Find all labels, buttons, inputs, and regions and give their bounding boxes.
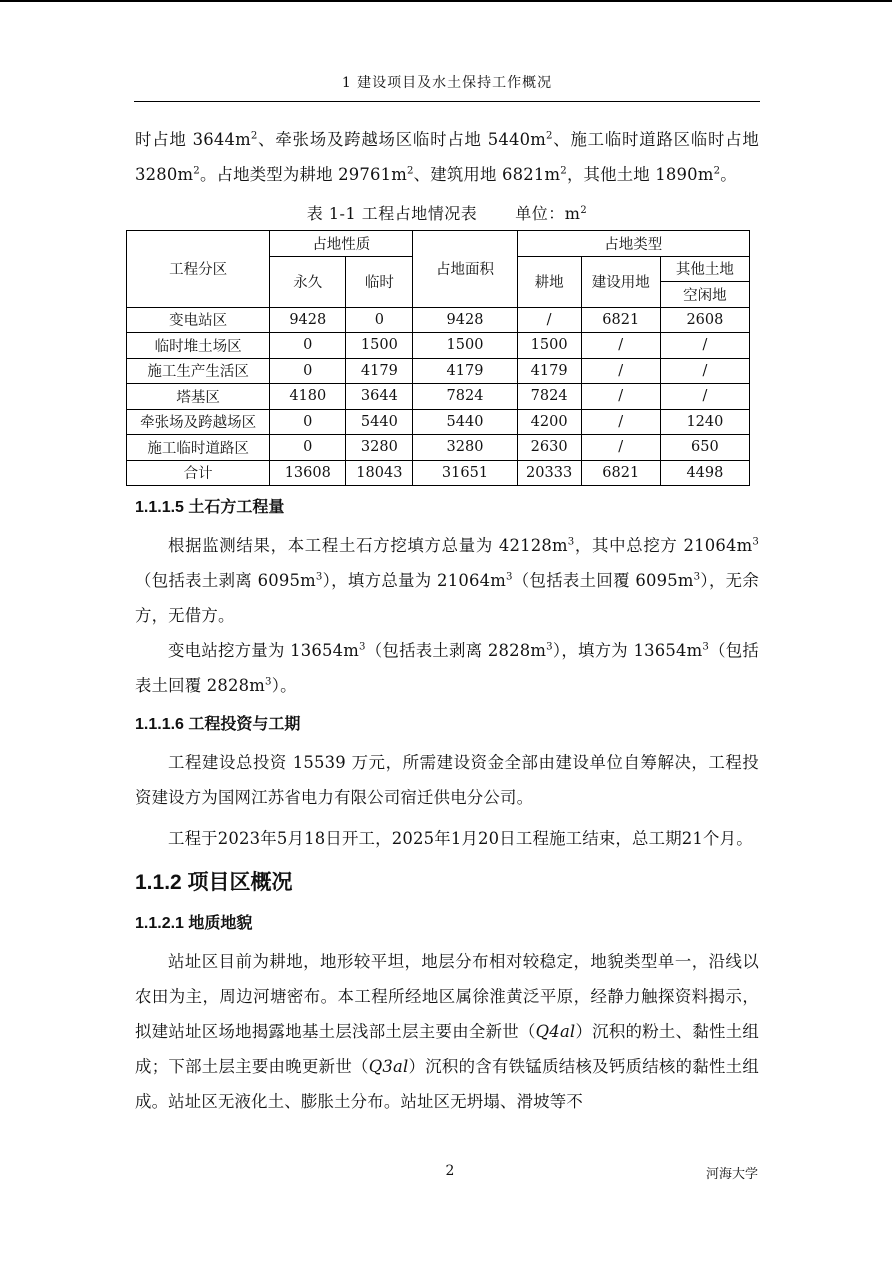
- table-cell: 施工生产生活区: [127, 358, 270, 384]
- table-cell: 18043: [346, 460, 413, 486]
- table-cell: 6821: [581, 460, 660, 486]
- table-cell: 31651: [413, 460, 517, 486]
- table-cell: 1500: [346, 333, 413, 359]
- header-other-land: 其他土地: [660, 256, 749, 282]
- table-cell: 2630: [517, 435, 581, 461]
- table-cell: 4180: [270, 384, 346, 410]
- table-cell: 4498: [660, 460, 749, 486]
- table-cell: 13608: [270, 460, 346, 486]
- table-cell: 5440: [346, 409, 413, 435]
- table-cell: 9428: [413, 307, 517, 333]
- table-header-row: [127, 231, 750, 257]
- geology-paragraph: 站址区目前为耕地，地形较平坦，地层分布相对较稳定，地貌类型单一，沿线以农田为主，周边河塘密布。本工程所经地区属徐淮黄泛平原，经静力触探资料揭示，拟建站址区场地揭露地基土层浅部土层主要由全新世（Q4al）沉积的粉土、黏性土组成；下部土层主要由晚更新世（Q3al）沉积的含有铁锰质结核及钙质结核的黏性土组成。站址区无液化土、膨胀土分布。站址区无坍塌、滑坡等不: [135, 952, 759, 1111]
- table-cell: 1500: [517, 333, 581, 359]
- header-construction-land: 建设用地: [581, 256, 660, 307]
- schedule-paragraph: 工程于2023年5月18日开工，2025年1月20日工程施工结束，总工期21个月。: [168, 829, 753, 848]
- table-cell: /: [517, 307, 581, 333]
- page-content: [135, 122, 759, 1119]
- table-caption: 表 1-1 工程占地情况表 单位：$m^2$: [306, 204, 588, 223]
- section-heading-geology: 1.1.2.1 地质地貌: [135, 915, 253, 932]
- table-cell: 3644: [346, 384, 413, 410]
- table-cell: 0: [270, 358, 346, 384]
- table-cell: /: [581, 384, 660, 410]
- table-cell: 4179: [413, 358, 517, 384]
- table-cell: 0: [270, 333, 346, 359]
- table-cell: /: [660, 358, 749, 384]
- table-cell: 3280: [346, 435, 413, 461]
- intro-paragraph: 时占地 $3644m^2$、牵张场及跨越场区临时占地 $5440m^2$、施工临时道路区临时占地 $3280m^2$。占地类型为耕地 $29761m^2$、建筑用地 $6821m^2$，其他土地 $1890m^2$。: [135, 130, 760, 184]
- section-heading-earthwork: 1.1.1.5 土石方工程量: [135, 499, 285, 516]
- table-cell: 0: [346, 307, 413, 333]
- earthwork-paragraph: 根据监测结果，本工程土石方挖填方总量为 $42128m^3$，其中总挖方 $21064m^3$（包括表土剥离 $6095m^3$），填方总量为 $21064m^3$（包括表土回覆 $6095m^3$），无余方，无借方。: [135, 536, 760, 625]
- table-cell: 5440: [413, 409, 517, 435]
- table-row: [127, 333, 750, 359]
- section-heading-project-area: 1.1.2 项目区概况: [135, 871, 293, 894]
- table-cell: 合计: [127, 460, 270, 486]
- table-cell: 9428: [270, 307, 346, 333]
- table-cell: /: [581, 435, 660, 461]
- table-cell: 4179: [346, 358, 413, 384]
- table-unit: 单位：m: [515, 204, 581, 223]
- table-cell: 临时堆土场区: [127, 333, 270, 359]
- table-cell: /: [660, 384, 749, 410]
- page-number: 2: [445, 1163, 455, 1179]
- footer-organization: 河海大学: [705, 1167, 758, 1182]
- table-cell: 1240: [660, 409, 749, 435]
- section-heading-investment: 1.1.1.6 工程投资与工期: [135, 716, 301, 733]
- table-cell: /: [581, 358, 660, 384]
- table-total-row: [127, 460, 750, 486]
- table-cell: 1500: [413, 333, 517, 359]
- table-cell: 650: [660, 435, 749, 461]
- table-row: [127, 358, 750, 384]
- table-cell: 2608: [660, 307, 749, 333]
- header-permanent: 永久: [270, 256, 346, 307]
- table-cell: 3280: [413, 435, 517, 461]
- table-cell: 塔基区: [127, 384, 270, 410]
- running-header: 1 建设项目及水土保持工作概况: [341, 75, 553, 91]
- investment-paragraph: 工程建设总投资 15539 万元，所需建设资金全部由建设单位自筹解决，工程投资建设方为国网江苏省电力有限公司宿迁供电分公司。: [135, 753, 759, 807]
- page-top-border: [0, 0, 892, 2]
- land-occupation-table: [126, 230, 750, 486]
- table-cell: 变电站区: [127, 307, 270, 333]
- substation-earthwork-paragraph: 变电站挖方量为 $13654m^3$（包括表土剥离 $2828m^3$），填方为 $13654m^3$（包括表土回覆 $2828m^3$）。: [135, 641, 759, 695]
- table-cell: 4179: [517, 358, 581, 384]
- header-farmland: 耕地: [517, 256, 581, 307]
- header-land-type: 占地类型: [517, 231, 749, 257]
- table-cell: /: [660, 333, 749, 359]
- header-total-area: 占地面积: [413, 231, 517, 308]
- table-cell: /: [581, 333, 660, 359]
- table-cell: 20333: [517, 460, 581, 486]
- table-row: [127, 307, 750, 333]
- table-cell: /: [581, 409, 660, 435]
- table-cell: 7824: [517, 384, 581, 410]
- table-cell: 牵张场及跨越场区: [127, 409, 270, 435]
- table-cell: 0: [270, 409, 346, 435]
- header-nature: 占地性质: [270, 231, 413, 257]
- table-cell: 0: [270, 435, 346, 461]
- table-row: [127, 435, 750, 461]
- table-row: [127, 384, 750, 410]
- header-area-zone: 工程分区: [127, 231, 270, 308]
- table-row: [127, 409, 750, 435]
- table-cell: 6821: [581, 307, 660, 333]
- header-temporary: 临时: [346, 256, 413, 307]
- table-cell: 施工临时道路区: [127, 435, 270, 461]
- header-rule: [134, 101, 760, 102]
- table-cell: 7824: [413, 384, 517, 410]
- table-cell: 4200: [517, 409, 581, 435]
- header-idle-land: 空闲地: [660, 282, 749, 308]
